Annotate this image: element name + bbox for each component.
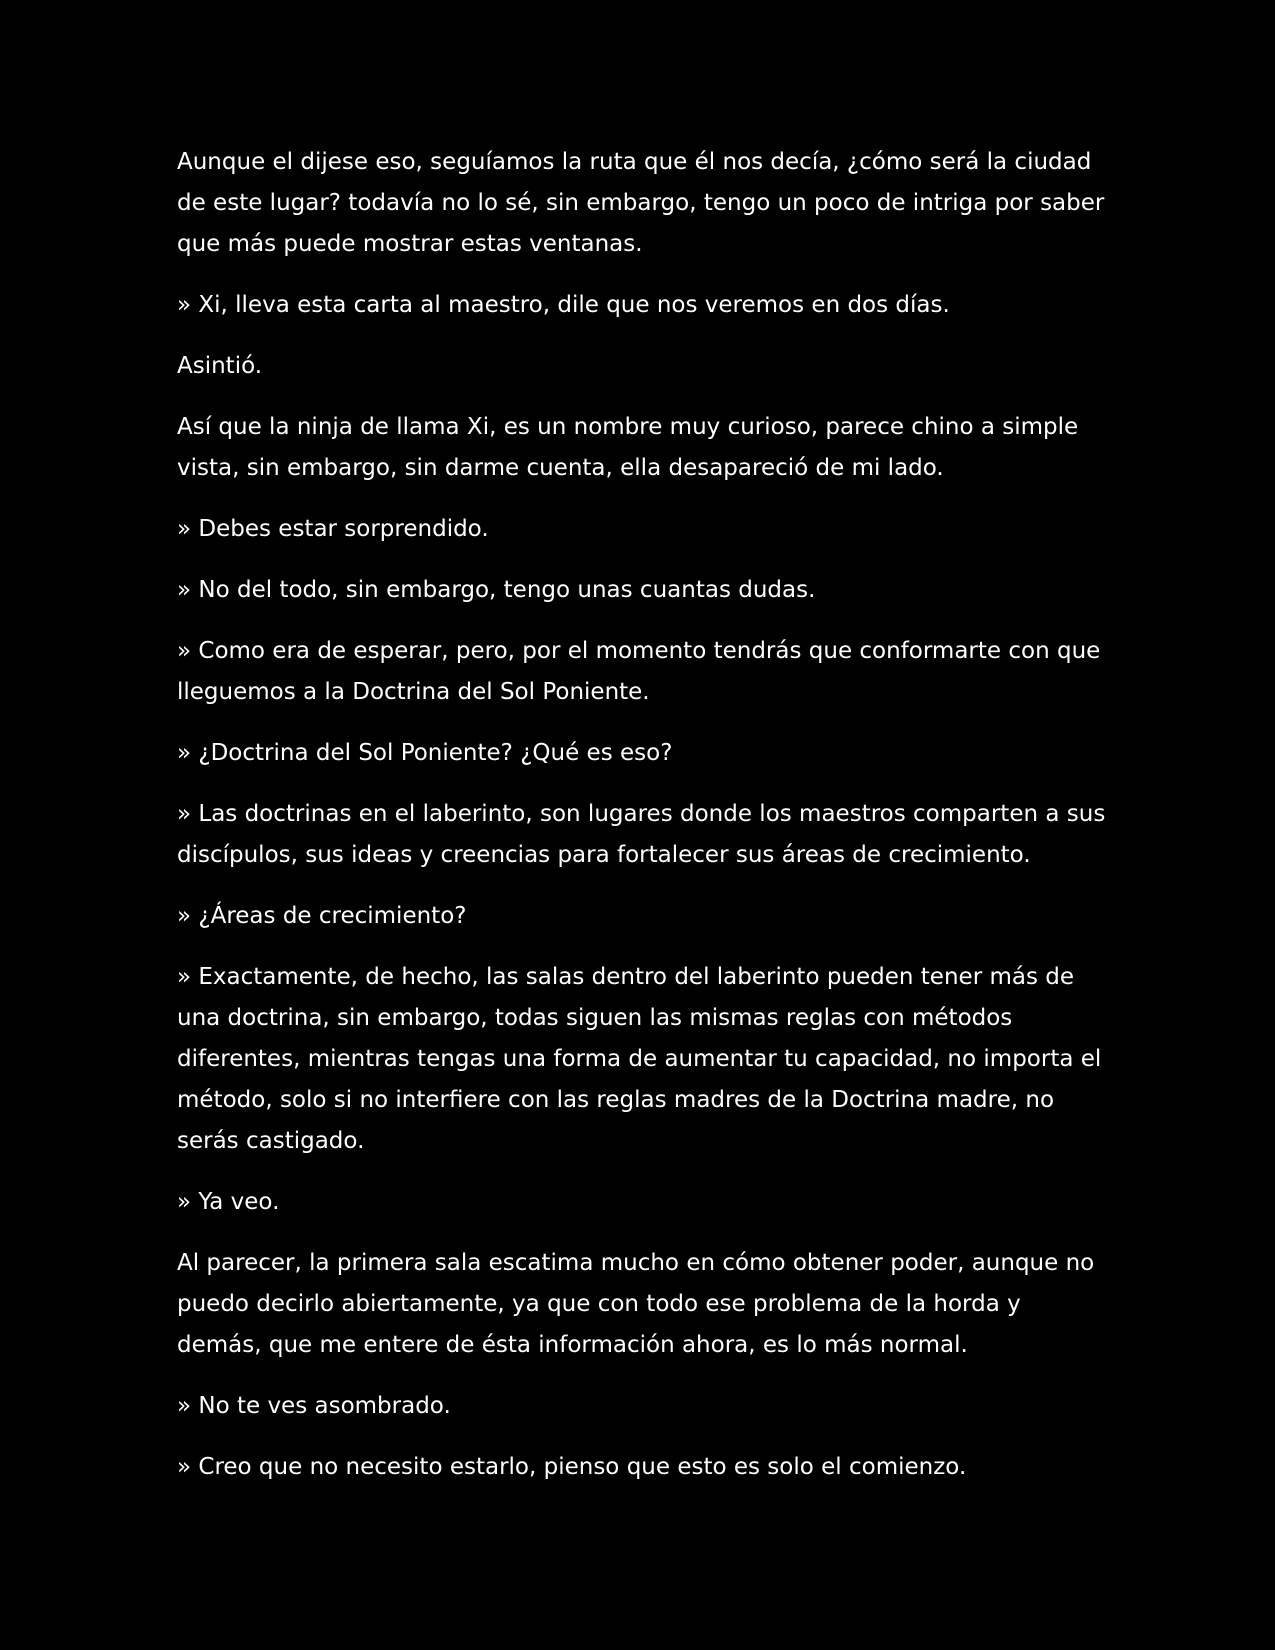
paragraph-11: » Exactamente, de hecho, las salas dentro del laberinto pueden tener más de una doctrina, sin embargo, todas siguen las mismas reglas con métodos diferentes, mientras tengas una forma de aumentar tu capacidad, no importa el método, solo si no interfiere con las reglas madres de la Doctrina madre, no serás castigado. [177,964,1102,1154]
paragraph-12: » Ya veo. [177,1189,280,1215]
paragraph-1: Aunque el dijese eso, seguíamos la ruta que él nos decía, ¿cómo será la ciudad de este lugar? todavía no lo sé, sin embargo, tengo un poco de intriga por saber que más puede mostrar estas ventanas. [177,149,1105,257]
paragraph-2: » Xi, lleva esta carta al maestro, dile que nos veremos en dos días. [177,292,950,318]
paragraph-8: » ¿Doctrina del Sol Poniente? ¿Qué es eso? [177,740,673,766]
paragraph-10: » ¿Áreas de crecimiento? [177,903,467,929]
paragraph-3: Asintió. [177,353,263,379]
paragraph-14: » No te ves asombrado. [177,1393,451,1419]
paragraph-13: Al parecer, la primera sala escatima mucho en cómo obtener poder, aunque no puedo decirlo abiertamente, ya que con todo ese problema de la horda y demás, que me entere de ésta información ahora, es lo más normal. [177,1250,1095,1358]
paragraph-9: » Las doctrinas en el laberinto, son lugares donde los maestros comparten a sus discípulos, sus ideas y creencias para fortalecer sus áreas de crecimiento. [177,801,1106,868]
paragraph-5: » Debes estar sorprendido. [177,516,489,542]
document-body [177,142,1107,1508]
paragraph-7: » Como era de esperar, pero, por el momento tendrás que conformarte con que lleguemos a la Doctrina del Sol Poniente. [177,638,1101,705]
paragraph-15: » Creo que no necesito estarlo, pienso que esto es solo el comienzo. [177,1454,967,1480]
paragraph-4: Así que la ninja de llama Xi, es un nombre muy curioso, parece chino a simple vista, sin embargo, sin darme cuenta, ella desapareció de mi lado. [177,414,1079,481]
paragraph-6: » No del todo, sin embargo, tengo unas cuantas dudas. [177,577,816,603]
